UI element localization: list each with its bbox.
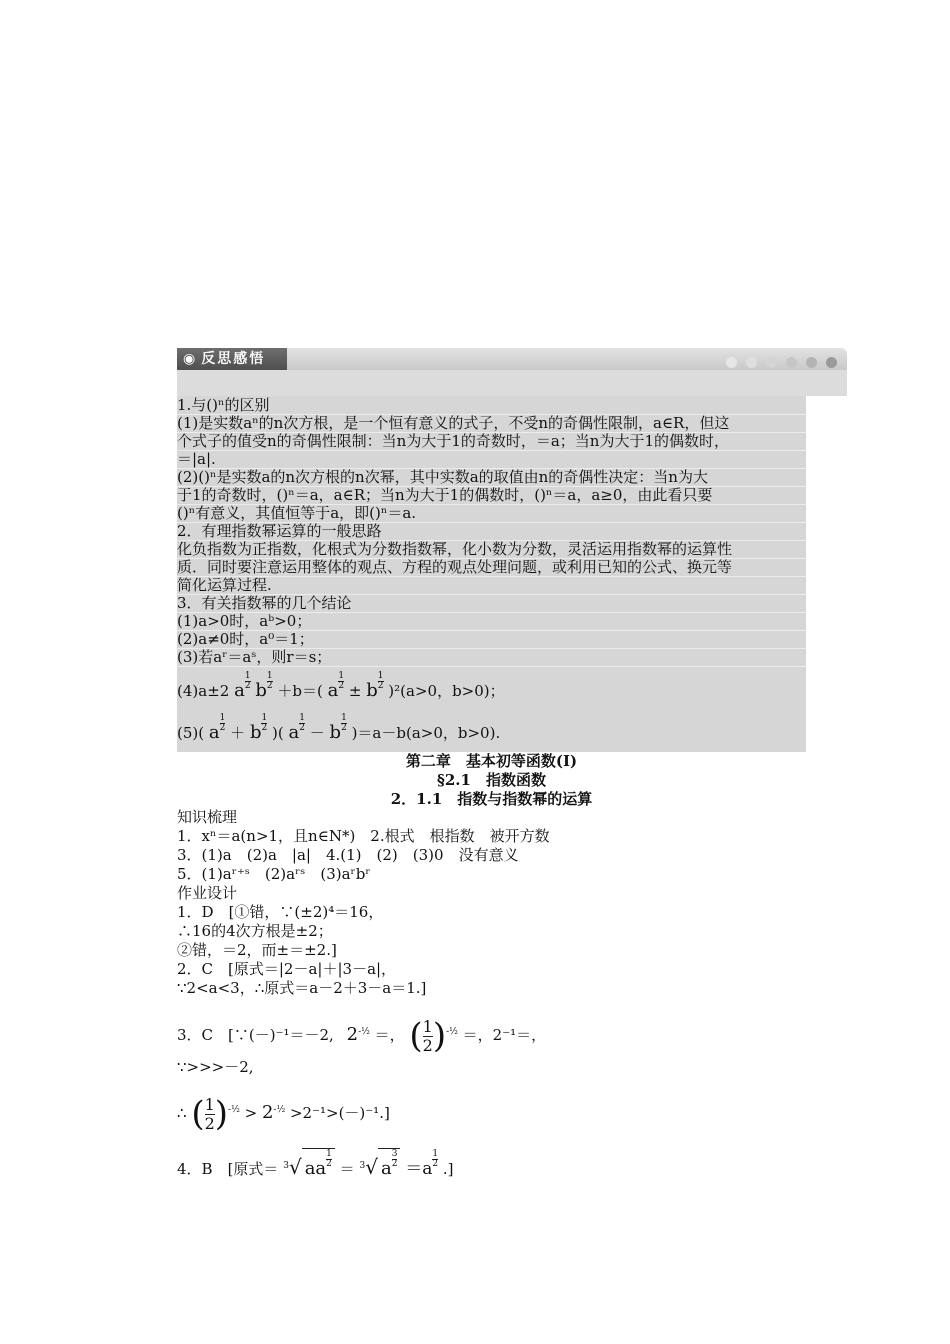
fraction: $\frac{1}{2}$ [422, 1016, 433, 1055]
banner-dot [746, 357, 757, 368]
fraction: $\frac{1}{2}$ [261, 713, 268, 733]
target-icon: ◉ [183, 351, 198, 367]
paren: ( [191, 1094, 205, 1134]
answer-line: 作业设计 [177, 884, 238, 902]
box-line: 2．有理指数幂运算的一般思路 [177, 522, 806, 541]
subsection-title: 2．1.1 指数与指数幂的运算 [390, 790, 593, 808]
formula-symbol: a [327, 680, 339, 701]
formula-symbol: b [249, 722, 262, 743]
formula-text: )²(a>0，b>0)； [388, 682, 505, 700]
answer-text: ∴ [177, 1104, 187, 1122]
answer-text: 4．B [原式＝ [177, 1160, 279, 1178]
answer-line: ②错，＝2，而±＝±2.] [177, 941, 337, 959]
formula-text: ＋ [230, 724, 246, 742]
box-line: 个式子的值受n的奇偶性限制：当n为大于1的奇数时，＝a；当n为大于1的偶数时， [177, 432, 806, 451]
answer-line-3b [177, 1088, 390, 1136]
box-line: 简化运算过程. [177, 576, 806, 595]
chapter-title: 第二章 基本初等函数(Ⅰ) [405, 752, 578, 770]
formula-text: )( [271, 724, 284, 742]
answer-text: 2 [346, 1024, 359, 1045]
reflection-banner [177, 348, 847, 370]
exponent: -½ [446, 1027, 458, 1037]
answer-text: 3．C [∵(－)⁻¹＝－2, [177, 1026, 334, 1044]
banner-dot [826, 357, 837, 368]
formula-text: － [309, 724, 325, 742]
banner-dot [766, 357, 777, 368]
radicand: a $\frac{3}{2}$ [378, 1148, 400, 1189]
banner-subbar [177, 370, 847, 396]
answer-text: ＝， [374, 1026, 405, 1044]
formula-text: (5)( [177, 724, 205, 742]
exponent: -½ [273, 1105, 286, 1115]
formula-symbol: a [288, 722, 300, 743]
box-line: (2)a≠0时，a⁰＝1； [177, 630, 806, 649]
answer-line: 1．D [①错，∵(±2)⁴＝16， [177, 903, 384, 921]
answer-line: 2．C [原式＝|2－a|＋|3－a|， [177, 960, 397, 978]
answer-text: ＝ [339, 1160, 355, 1178]
answer-line: 3．(1)a (2)a |a| 4.(1) (2) (3)0 没有意义 [177, 846, 519, 864]
answer-text: ＝a [405, 1159, 433, 1179]
box-line: (1)是实数aⁿ的n次方根，是一个恒有意义的式子，不受n的奇偶性限制，a∈R，但这 [177, 414, 806, 433]
reflection-box [177, 396, 806, 752]
box-line: (3)若aʳ＝aˢ，则r＝s； [177, 648, 806, 667]
formula-text: ＋b＝( [277, 682, 323, 700]
answer-line: ∴16的4次方根是±2； [177, 922, 333, 940]
banner-title [177, 348, 287, 370]
formula-line-4 [177, 672, 806, 706]
box-line: ＝|a|. [177, 450, 806, 469]
fraction: $\frac{1}{2}$ [377, 671, 384, 691]
fraction: $\frac{1}{2}$ [338, 671, 345, 691]
answer-text: ＝，2⁻¹＝， [462, 1026, 547, 1044]
answer-line: 1．xⁿ＝a(n>1，且n∈N*) 2.根式 根指数 被开方数 [177, 827, 550, 845]
answer-line: 知识梳理 [177, 808, 238, 826]
box-line: 于1的奇数时，()ⁿ＝a，a∈R；当n为大于1的偶数时，()ⁿ＝a，a≥0，由此看只要 [177, 486, 806, 505]
fraction: $\frac{1}{2}$ [244, 671, 251, 691]
formula-text: (4)a±2 [177, 682, 230, 700]
paren: ( [409, 1016, 423, 1056]
banner-dot [806, 357, 817, 368]
box-line: 质．同时要注意运用整体的观点、方程的观点处理问题，或利用已知的公式、换元等 [177, 558, 806, 577]
box-line: ()ⁿ有意义，其值恒等于a，即()ⁿ＝a. [177, 504, 806, 523]
radical-sign: √ [365, 1155, 378, 1179]
formula-symbol: a [208, 722, 220, 743]
fraction: $\frac{1}{2}$ [204, 1094, 215, 1133]
answer-line-4 [177, 1146, 453, 1189]
formula-text: ± [348, 682, 362, 700]
fraction: $\frac{1}{2}$ [299, 713, 305, 733]
root-index: 3 [283, 1161, 289, 1171]
banner-dot [786, 357, 797, 368]
answer-line: ∵2<a<3，∴原式＝a－2＋3－a＝1.] [177, 979, 427, 997]
formula-symbol: b [366, 680, 378, 701]
exponent: -½ [358, 1027, 370, 1037]
answer-line: 5．(1)aʳ⁺ˢ (2)aʳˢ (3)aʳbʳ [177, 865, 371, 883]
box-line: (2)()ⁿ是实数a的n次方根的n次幂，其中实数a的取值由n的奇偶性决定：当n为大 [177, 468, 806, 487]
formula-symbol: b [255, 680, 267, 701]
formula-text: )＝a－b(a>0，b>0). [351, 724, 501, 742]
exponent: -½ [228, 1105, 240, 1115]
radical-sign: √ [288, 1155, 302, 1179]
box-line: 1.与()ⁿ的区别 [177, 396, 806, 415]
formula-line-5 [177, 714, 806, 748]
banner-title-text: 反思感悟 [201, 351, 266, 367]
banner-dot [726, 357, 737, 368]
fraction: $\frac{1}{2}$ [432, 1149, 439, 1169]
fraction: $\frac{1}{2}$ [219, 713, 226, 733]
formula-symbol: a [234, 680, 245, 701]
fraction: $\frac{1}{2}$ [341, 713, 347, 733]
box-line: 化负指数为正指数，化根式为分数指数幂，化小数为分数，灵活运用指数幂的运算性 [177, 540, 806, 559]
answer-line-3 [177, 1010, 546, 1058]
answer-text: >2⁻¹>(－)⁻¹.] [289, 1104, 390, 1122]
fraction: $\frac{1}{2}$ [266, 671, 273, 691]
formula-symbol: b [329, 722, 342, 743]
answer-text: > [244, 1104, 258, 1122]
answer-line: ∵>>>－2, [177, 1058, 254, 1076]
root-index: 3 [359, 1161, 366, 1171]
section-title: §2.1 指数函数 [437, 771, 546, 789]
radicand: aa $\frac{1}{2}$ [302, 1148, 335, 1189]
paren: ) [432, 1016, 447, 1056]
paren: ) [214, 1094, 229, 1134]
answer-text: .] [442, 1160, 454, 1178]
box-line: (1)a>0时，aᵇ>0； [177, 612, 806, 631]
box-line: 3．有关指数幂的几个结论 [177, 594, 806, 613]
answer-text: 2 [261, 1102, 274, 1123]
